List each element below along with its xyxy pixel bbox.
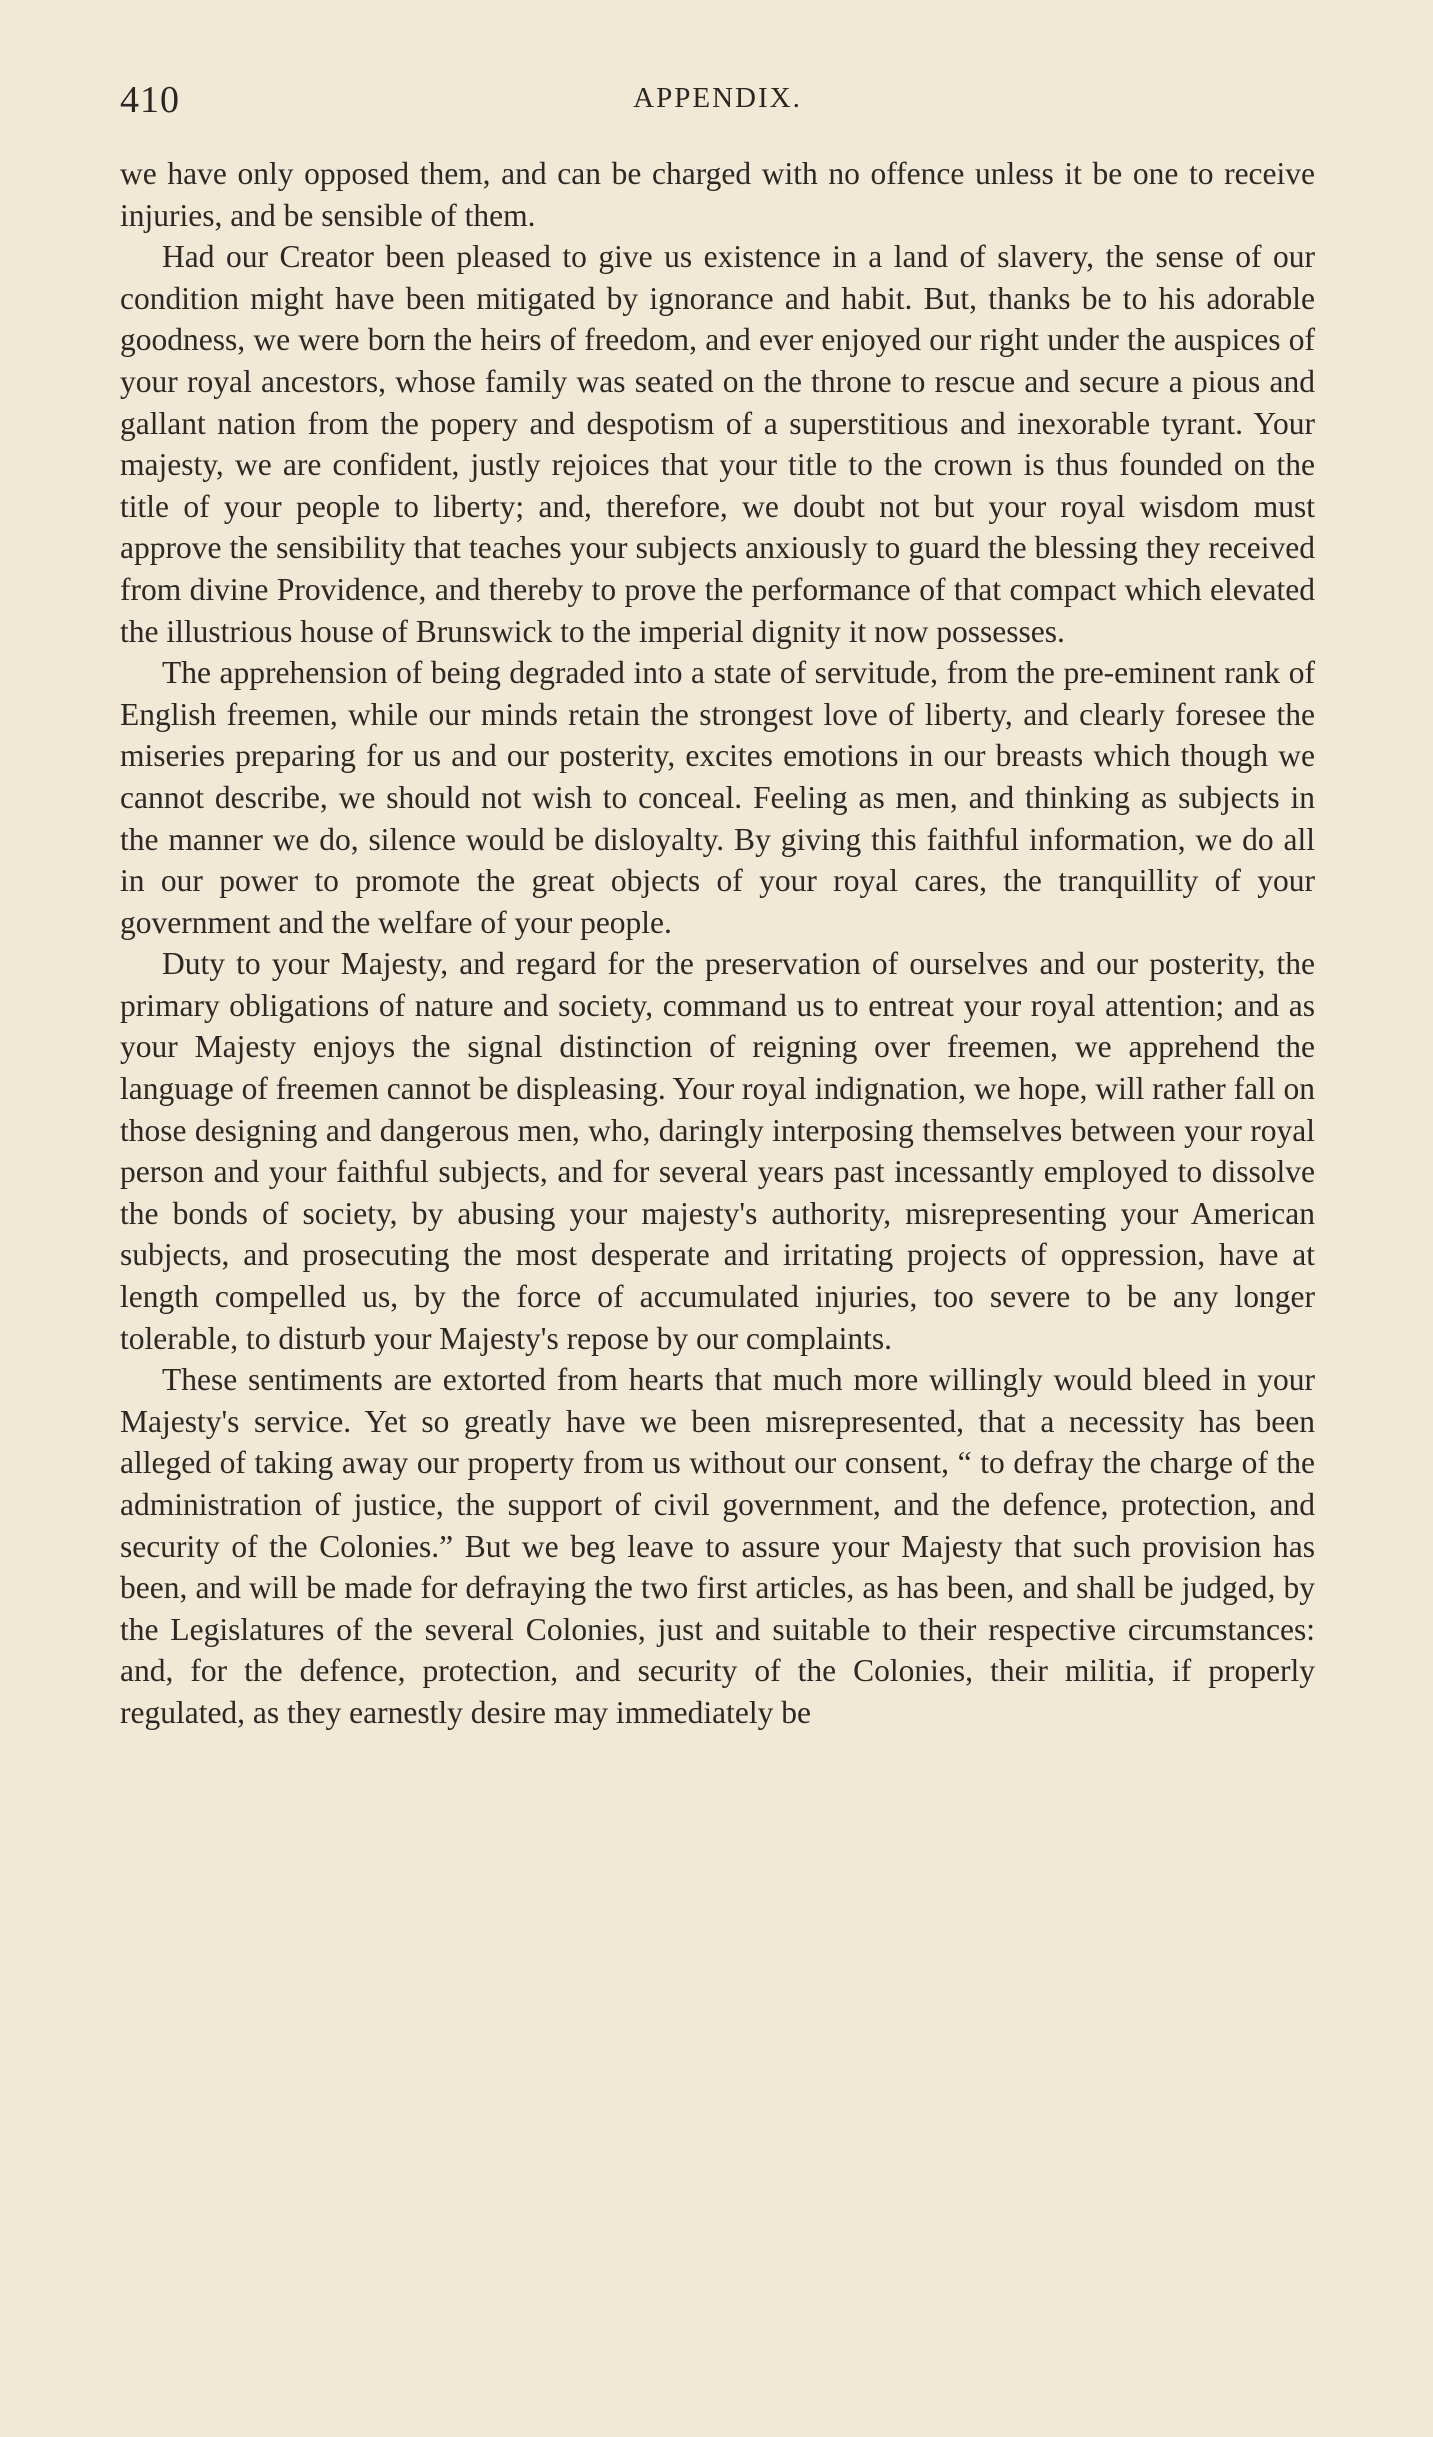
paragraph: Duty to your Majesty, and regard for the preservation of ourselves and our posterity, the primary obligations of nature and society, command us to entreat your royal attention; and as your Majesty enjoys the signal distinction of reigning over freemen, we apprehend the language of freemen cannot be displeasing. Your royal indignation, we hope, will rather fall on those designing and dangerous men, who, daringly interposing themselves between your royal person and your faithful subjects, and for several years past incessantly employed to dissolve the bonds of society, by abusing your majesty's authority, misrepresenting your American subjects, and prosecuting the most desperate and irritating projects of oppression, have at length compelled us, by the force of accumulated injuries, too severe to be any longer tolerable, to disturb your Majesty's repose by our complaints.	[120, 946, 1315, 1356]
paragraph: we have only opposed them, and can be charged with no offence unless it be one to receive injuries, and be sensible of them.	[120, 156, 1315, 233]
paragraph: Had our Creator been pleased to give us existence in a land of slavery, the sense of our condition might have been mitigated by ignorance and habit. But, thanks be to his adorable goodness, we were born the heirs of freedom, and ever enjoyed our right under the auspices of your royal ancestors, whose family was seated on the throne to rescue and secure a pious and gallant nation from the popery and despotism of a superstitious and inexorable tyrant. Your majesty, we are confident, justly rejoices that your title to the crown is thus founded on the title of your people to liberty; and, therefore, we doubt not but your royal wisdom must approve the sensibility that teaches your subjects anxiously to guard the blessing they received from divine Providence, and thereby to prove the performance of that compact which elevated the illustrious house of Brunswick to the imperial dignity it now possesses.	[120, 239, 1315, 649]
body-text	[120, 153, 1315, 1734]
page-number: 410	[120, 79, 180, 121]
running-head: APPENDIX.	[633, 82, 802, 114]
page-header	[120, 78, 1315, 128]
paragraph: The apprehension of being degraded into a state of servitude, from the pre-eminent rank of English freemen, while our minds retain the strongest love of liberty, and clearly foresee the miseries preparing for us and our posterity, excites emotions in our breasts which though we cannot describe, we should not wish to conceal. Feeling as men, and thinking as subjects in the manner we do, silence would be disloyalty. By giving this faithful information, we do all in our power to promote the great objects of your royal cares, the tranquillity of your government and the welfare of your people.	[120, 655, 1315, 940]
paragraph: These sentiments are extorted from hearts that much more willingly would bleed in your Majesty's service. Yet so greatly have we been misrepresented, that a necessity has been alleged of taking away our property from us without our consent, “ to defray the charge of the administration of justice, the support of civil government, and the defence, protection, and security of the Colonies.” But we beg leave to assure your Majesty that such provision has been, and will be made for defraying the two first articles, as has been, and shall be judged, by the Legislatures of the several Colonies, just and suitable to their respective circumstances: and, for the defence, protection, and security of the Colonies, their militia, if properly regulated, as they earnestly desire may immediately be	[120, 1362, 1315, 1730]
